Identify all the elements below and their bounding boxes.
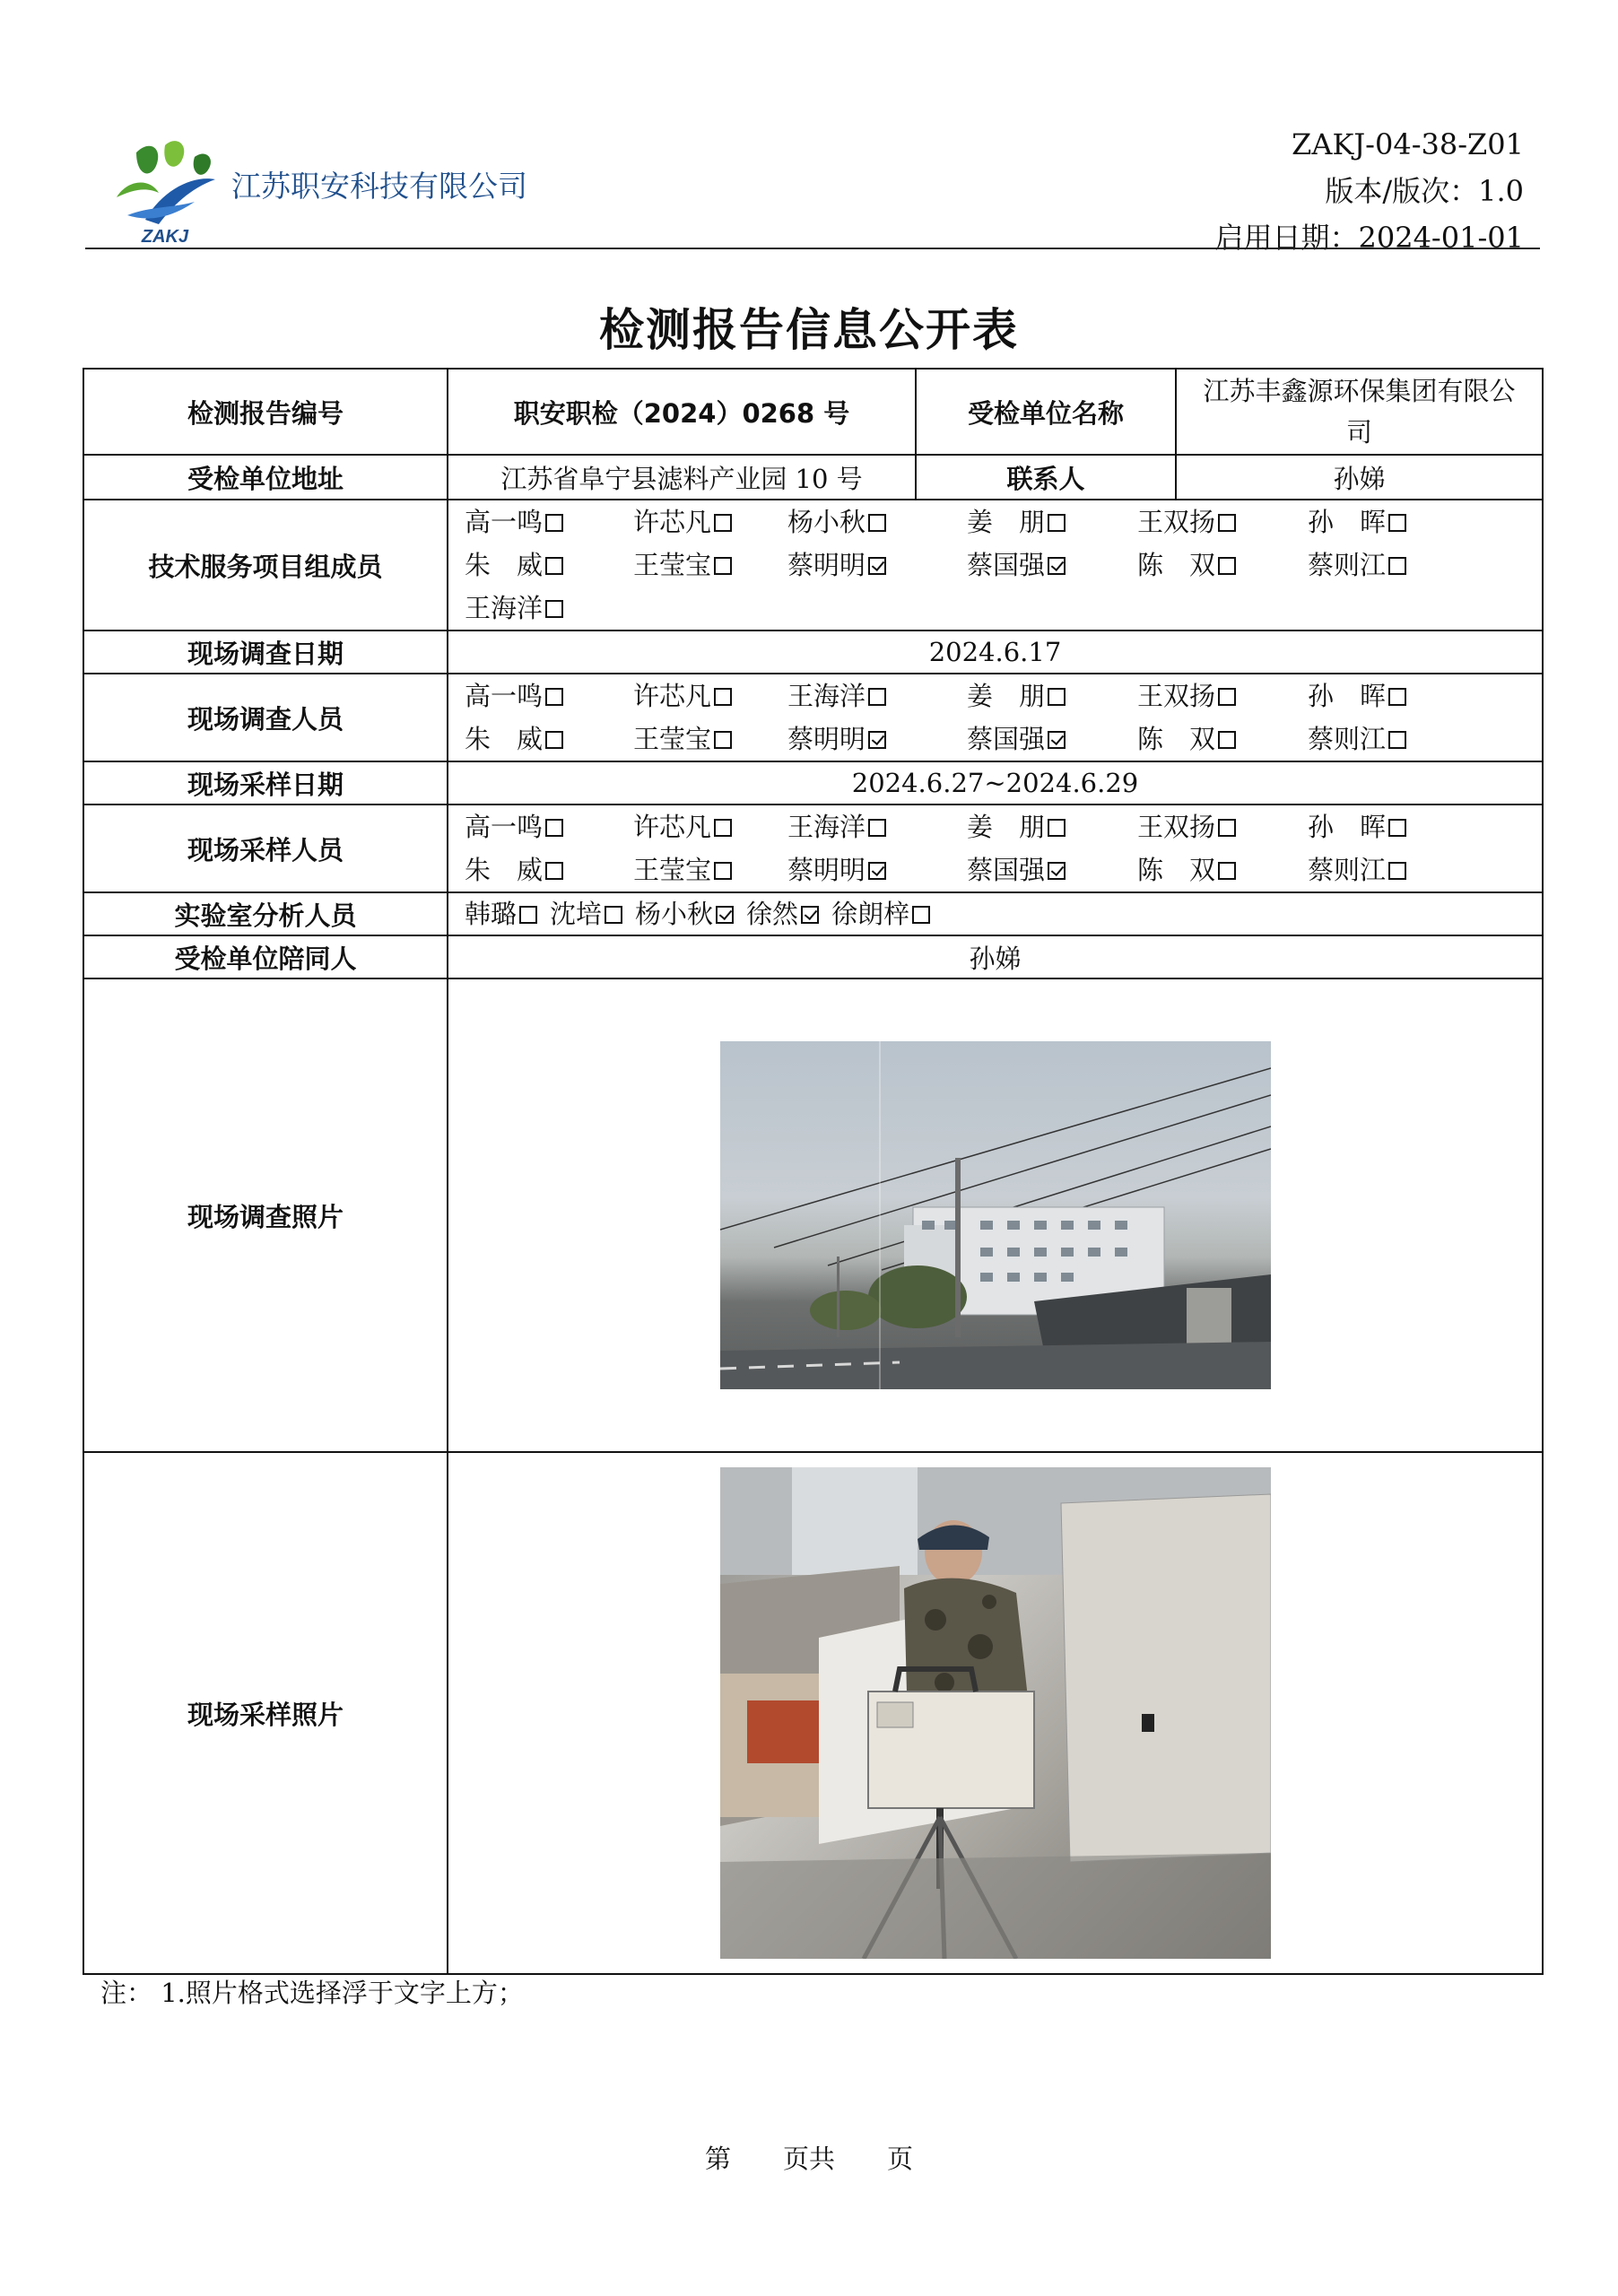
empty-checkbox-icon bbox=[868, 819, 886, 837]
person-name: 王双扬 bbox=[1137, 812, 1216, 842]
sampling-staff-label: 现场采样人员 bbox=[83, 804, 448, 892]
person-name: 姜 朋 bbox=[967, 812, 1046, 842]
person-name: 韩璐 bbox=[465, 899, 518, 929]
empty-checkbox-icon bbox=[714, 819, 732, 837]
person-name: 孙 晖 bbox=[1308, 507, 1387, 537]
report-no-label: 检测报告编号 bbox=[83, 369, 448, 455]
person-name: 许芯凡 bbox=[633, 507, 712, 537]
empty-checkbox-icon bbox=[714, 514, 732, 532]
empty-checkbox-icon bbox=[605, 906, 622, 924]
page-title: 检测报告信息公开表 bbox=[599, 304, 1019, 356]
person-entry bbox=[787, 544, 967, 587]
person-entry bbox=[787, 848, 967, 891]
person-name: 徐然 bbox=[746, 899, 799, 929]
person-entry bbox=[787, 500, 967, 544]
address-label: 受检单位地址 bbox=[83, 455, 448, 500]
person-name: 蔡明明 bbox=[787, 724, 866, 754]
person-entry bbox=[967, 544, 1137, 587]
info-table bbox=[83, 368, 1544, 1975]
person-entry bbox=[1308, 805, 1433, 848]
logo-text: ZAKJ bbox=[141, 227, 189, 247]
person-entry bbox=[550, 899, 622, 929]
empty-checkbox-icon bbox=[545, 731, 563, 749]
person-name: 王莹宝 bbox=[633, 724, 712, 754]
person-name: 蔡明明 bbox=[787, 855, 866, 885]
person-entry bbox=[967, 500, 1137, 544]
table-row bbox=[83, 935, 1543, 978]
person-entry bbox=[1137, 544, 1308, 587]
person-name: 许芯凡 bbox=[633, 812, 712, 842]
doc-version: 版本/版次：1.0 bbox=[1325, 174, 1524, 208]
empty-checkbox-icon bbox=[1218, 514, 1236, 532]
person-entry bbox=[1137, 500, 1308, 544]
person-entry bbox=[831, 899, 930, 929]
empty-checkbox-icon bbox=[714, 731, 732, 749]
person-entry bbox=[465, 848, 633, 891]
survey-staff-cell bbox=[448, 674, 1543, 761]
empty-checkbox-icon bbox=[545, 819, 563, 837]
unit-name-label: 受检单位名称 bbox=[916, 369, 1176, 455]
checked-checkbox-icon bbox=[1048, 731, 1066, 749]
sampling-photo bbox=[720, 1467, 1271, 1959]
survey-date: 2024.6.17 bbox=[448, 631, 1543, 674]
person-name: 陈 双 bbox=[1137, 724, 1216, 754]
person-name: 陈 双 bbox=[1137, 855, 1216, 885]
person-entry bbox=[465, 805, 633, 848]
sampling-photo-cell bbox=[448, 1452, 1543, 1974]
person-entry bbox=[635, 899, 734, 929]
empty-checkbox-icon bbox=[1048, 514, 1066, 532]
empty-checkbox-icon bbox=[1048, 688, 1066, 706]
person-name: 高一鸣 bbox=[465, 681, 544, 711]
empty-checkbox-icon bbox=[1218, 557, 1236, 575]
table-row bbox=[83, 804, 1543, 892]
person-name: 高一鸣 bbox=[465, 812, 544, 842]
person-entry bbox=[465, 674, 633, 718]
company-name: 江苏职安科技有限公司 bbox=[231, 169, 527, 204]
person-name: 高一鸣 bbox=[465, 507, 544, 537]
zakj-logo-icon bbox=[109, 135, 222, 247]
person-name: 王莹宝 bbox=[633, 550, 712, 580]
checked-checkbox-icon bbox=[801, 906, 819, 924]
sampling-staff-cell bbox=[448, 804, 1543, 892]
person-entry bbox=[633, 848, 787, 891]
empty-checkbox-icon bbox=[1218, 862, 1236, 880]
lab-label: 实验室分析人员 bbox=[83, 892, 448, 935]
person-name: 姜 朋 bbox=[967, 681, 1046, 711]
sampling-staff-list bbox=[459, 805, 1531, 891]
person-name: 许芯凡 bbox=[633, 681, 712, 711]
empty-checkbox-icon bbox=[714, 557, 732, 575]
factory-scene-image bbox=[720, 1041, 1271, 1389]
empty-checkbox-icon bbox=[1218, 688, 1236, 706]
contact: 孙娣 bbox=[1176, 455, 1543, 500]
empty-checkbox-icon bbox=[1388, 688, 1406, 706]
person-name: 王双扬 bbox=[1137, 507, 1216, 537]
sampling-date-label: 现场采样日期 bbox=[83, 761, 448, 804]
empty-checkbox-icon bbox=[1388, 514, 1406, 532]
lab-staff-cell bbox=[448, 892, 1543, 935]
person-name: 王双扬 bbox=[1137, 681, 1216, 711]
person-name: 蔡国强 bbox=[967, 855, 1046, 885]
person-name: 蔡国强 bbox=[967, 550, 1046, 580]
checked-checkbox-icon bbox=[868, 731, 886, 749]
empty-checkbox-icon bbox=[545, 514, 563, 532]
person-entry bbox=[465, 500, 633, 544]
lab-staff-list bbox=[459, 893, 1531, 935]
empty-checkbox-icon bbox=[1048, 819, 1066, 837]
checked-checkbox-icon bbox=[868, 557, 886, 575]
survey-staff-label: 现场调查人员 bbox=[83, 674, 448, 761]
table-row bbox=[83, 892, 1543, 935]
person-entry bbox=[1308, 718, 1433, 761]
doc-effective-date: 启用日期：2024-01-01 bbox=[1214, 221, 1524, 255]
empty-checkbox-icon bbox=[1218, 819, 1236, 837]
empty-checkbox-icon bbox=[912, 906, 930, 924]
empty-checkbox-icon bbox=[868, 688, 886, 706]
person-entry bbox=[633, 544, 787, 587]
person-entry bbox=[1137, 718, 1308, 761]
person-entry bbox=[465, 587, 633, 630]
empty-checkbox-icon bbox=[1388, 862, 1406, 880]
person-entry bbox=[1308, 500, 1433, 544]
empty-checkbox-icon bbox=[545, 600, 563, 618]
sampling-date: 2024.6.27~2024.6.29 bbox=[448, 761, 1543, 804]
person-entry bbox=[465, 899, 537, 929]
person-entry bbox=[1137, 805, 1308, 848]
team-members-cell bbox=[448, 500, 1543, 631]
note-text: 注： 1.照片格式选择浮于文字上方； bbox=[100, 1978, 524, 2008]
person-name: 蔡则江 bbox=[1308, 550, 1387, 580]
person-entry bbox=[967, 848, 1137, 891]
unit-name: 江苏丰鑫源环保集团有限公司 bbox=[1176, 369, 1543, 455]
person-name: 孙 晖 bbox=[1308, 681, 1387, 711]
doc-code: ZAKJ-04-38-Z01 bbox=[1292, 127, 1524, 161]
person-entry bbox=[1137, 848, 1308, 891]
person-entry bbox=[465, 718, 633, 761]
person-name: 孙 晖 bbox=[1308, 812, 1387, 842]
person-entry bbox=[967, 805, 1137, 848]
survey-date-label: 现场调查日期 bbox=[83, 631, 448, 674]
person-entry bbox=[465, 544, 633, 587]
person-entry bbox=[967, 718, 1137, 761]
person-name: 朱 威 bbox=[465, 855, 544, 885]
empty-checkbox-icon bbox=[1388, 557, 1406, 575]
escort: 孙娣 bbox=[448, 935, 1543, 978]
person-entry bbox=[1137, 674, 1308, 718]
person-name: 蔡国强 bbox=[967, 724, 1046, 754]
person-name: 杨小秋 bbox=[787, 507, 866, 537]
address: 江苏省阜宁县滤料产业园 10 号 bbox=[448, 455, 916, 500]
person-name: 王海洋 bbox=[787, 681, 866, 711]
team-members-list bbox=[459, 500, 1531, 630]
person-entry bbox=[633, 500, 787, 544]
person-name: 陈 双 bbox=[1137, 550, 1216, 580]
checked-checkbox-icon bbox=[716, 906, 734, 924]
survey-staff-list bbox=[459, 674, 1531, 761]
empty-checkbox-icon bbox=[868, 514, 886, 532]
empty-checkbox-icon bbox=[1388, 819, 1406, 837]
workshop-sampling-image bbox=[720, 1467, 1271, 1959]
person-entry bbox=[746, 899, 819, 929]
table-row bbox=[83, 674, 1543, 761]
checked-checkbox-icon bbox=[868, 862, 886, 880]
page-number-footer: 第 页共 页 bbox=[704, 2144, 913, 2174]
empty-checkbox-icon bbox=[1388, 731, 1406, 749]
person-entry bbox=[787, 718, 967, 761]
table-row bbox=[83, 631, 1543, 674]
person-name: 蔡则江 bbox=[1308, 724, 1387, 754]
person-name: 王莹宝 bbox=[633, 855, 712, 885]
person-name: 蔡明明 bbox=[787, 550, 866, 580]
table-row bbox=[83, 1452, 1543, 1974]
checked-checkbox-icon bbox=[1048, 862, 1066, 880]
table-row bbox=[83, 455, 1543, 500]
table-row bbox=[83, 761, 1543, 804]
empty-checkbox-icon bbox=[545, 688, 563, 706]
checked-checkbox-icon bbox=[1048, 557, 1066, 575]
empty-checkbox-icon bbox=[545, 557, 563, 575]
person-entry bbox=[633, 674, 787, 718]
survey-photo-label: 现场调查照片 bbox=[83, 978, 448, 1452]
report-no: 职安职检（2024）0268 号 bbox=[448, 369, 916, 455]
empty-checkbox-icon bbox=[545, 862, 563, 880]
table-row bbox=[83, 369, 1543, 455]
person-entry bbox=[787, 674, 967, 718]
header-divider bbox=[85, 248, 1540, 249]
escort-label: 受检单位陪同人 bbox=[83, 935, 448, 978]
team-label: 技术服务项目组成员 bbox=[83, 500, 448, 631]
empty-checkbox-icon bbox=[714, 862, 732, 880]
person-entry bbox=[787, 805, 967, 848]
sampling-photo-label: 现场采样照片 bbox=[83, 1452, 448, 1974]
empty-checkbox-icon bbox=[519, 906, 537, 924]
empty-checkbox-icon bbox=[1218, 731, 1236, 749]
survey-photo bbox=[720, 1041, 1271, 1389]
person-name: 王海洋 bbox=[465, 593, 544, 623]
person-name: 杨小秋 bbox=[635, 899, 714, 929]
table-row bbox=[83, 978, 1543, 1452]
person-entry bbox=[633, 718, 787, 761]
contact-label: 联系人 bbox=[916, 455, 1176, 500]
person-entry bbox=[633, 805, 787, 848]
table-row bbox=[83, 500, 1543, 631]
person-name: 朱 威 bbox=[465, 724, 544, 754]
person-name: 沈培 bbox=[550, 899, 603, 929]
person-entry bbox=[1308, 848, 1433, 891]
survey-photo-cell bbox=[448, 978, 1543, 1452]
person-entry bbox=[1308, 674, 1433, 718]
person-entry bbox=[967, 674, 1137, 718]
person-name: 徐朗梓 bbox=[831, 899, 910, 929]
empty-checkbox-icon bbox=[714, 688, 732, 706]
person-name: 姜 朋 bbox=[967, 507, 1046, 537]
person-name: 蔡则江 bbox=[1308, 855, 1387, 885]
document-meta bbox=[1214, 121, 1524, 261]
person-entry bbox=[1308, 544, 1433, 587]
person-name: 朱 威 bbox=[465, 550, 544, 580]
person-name: 王海洋 bbox=[787, 812, 866, 842]
